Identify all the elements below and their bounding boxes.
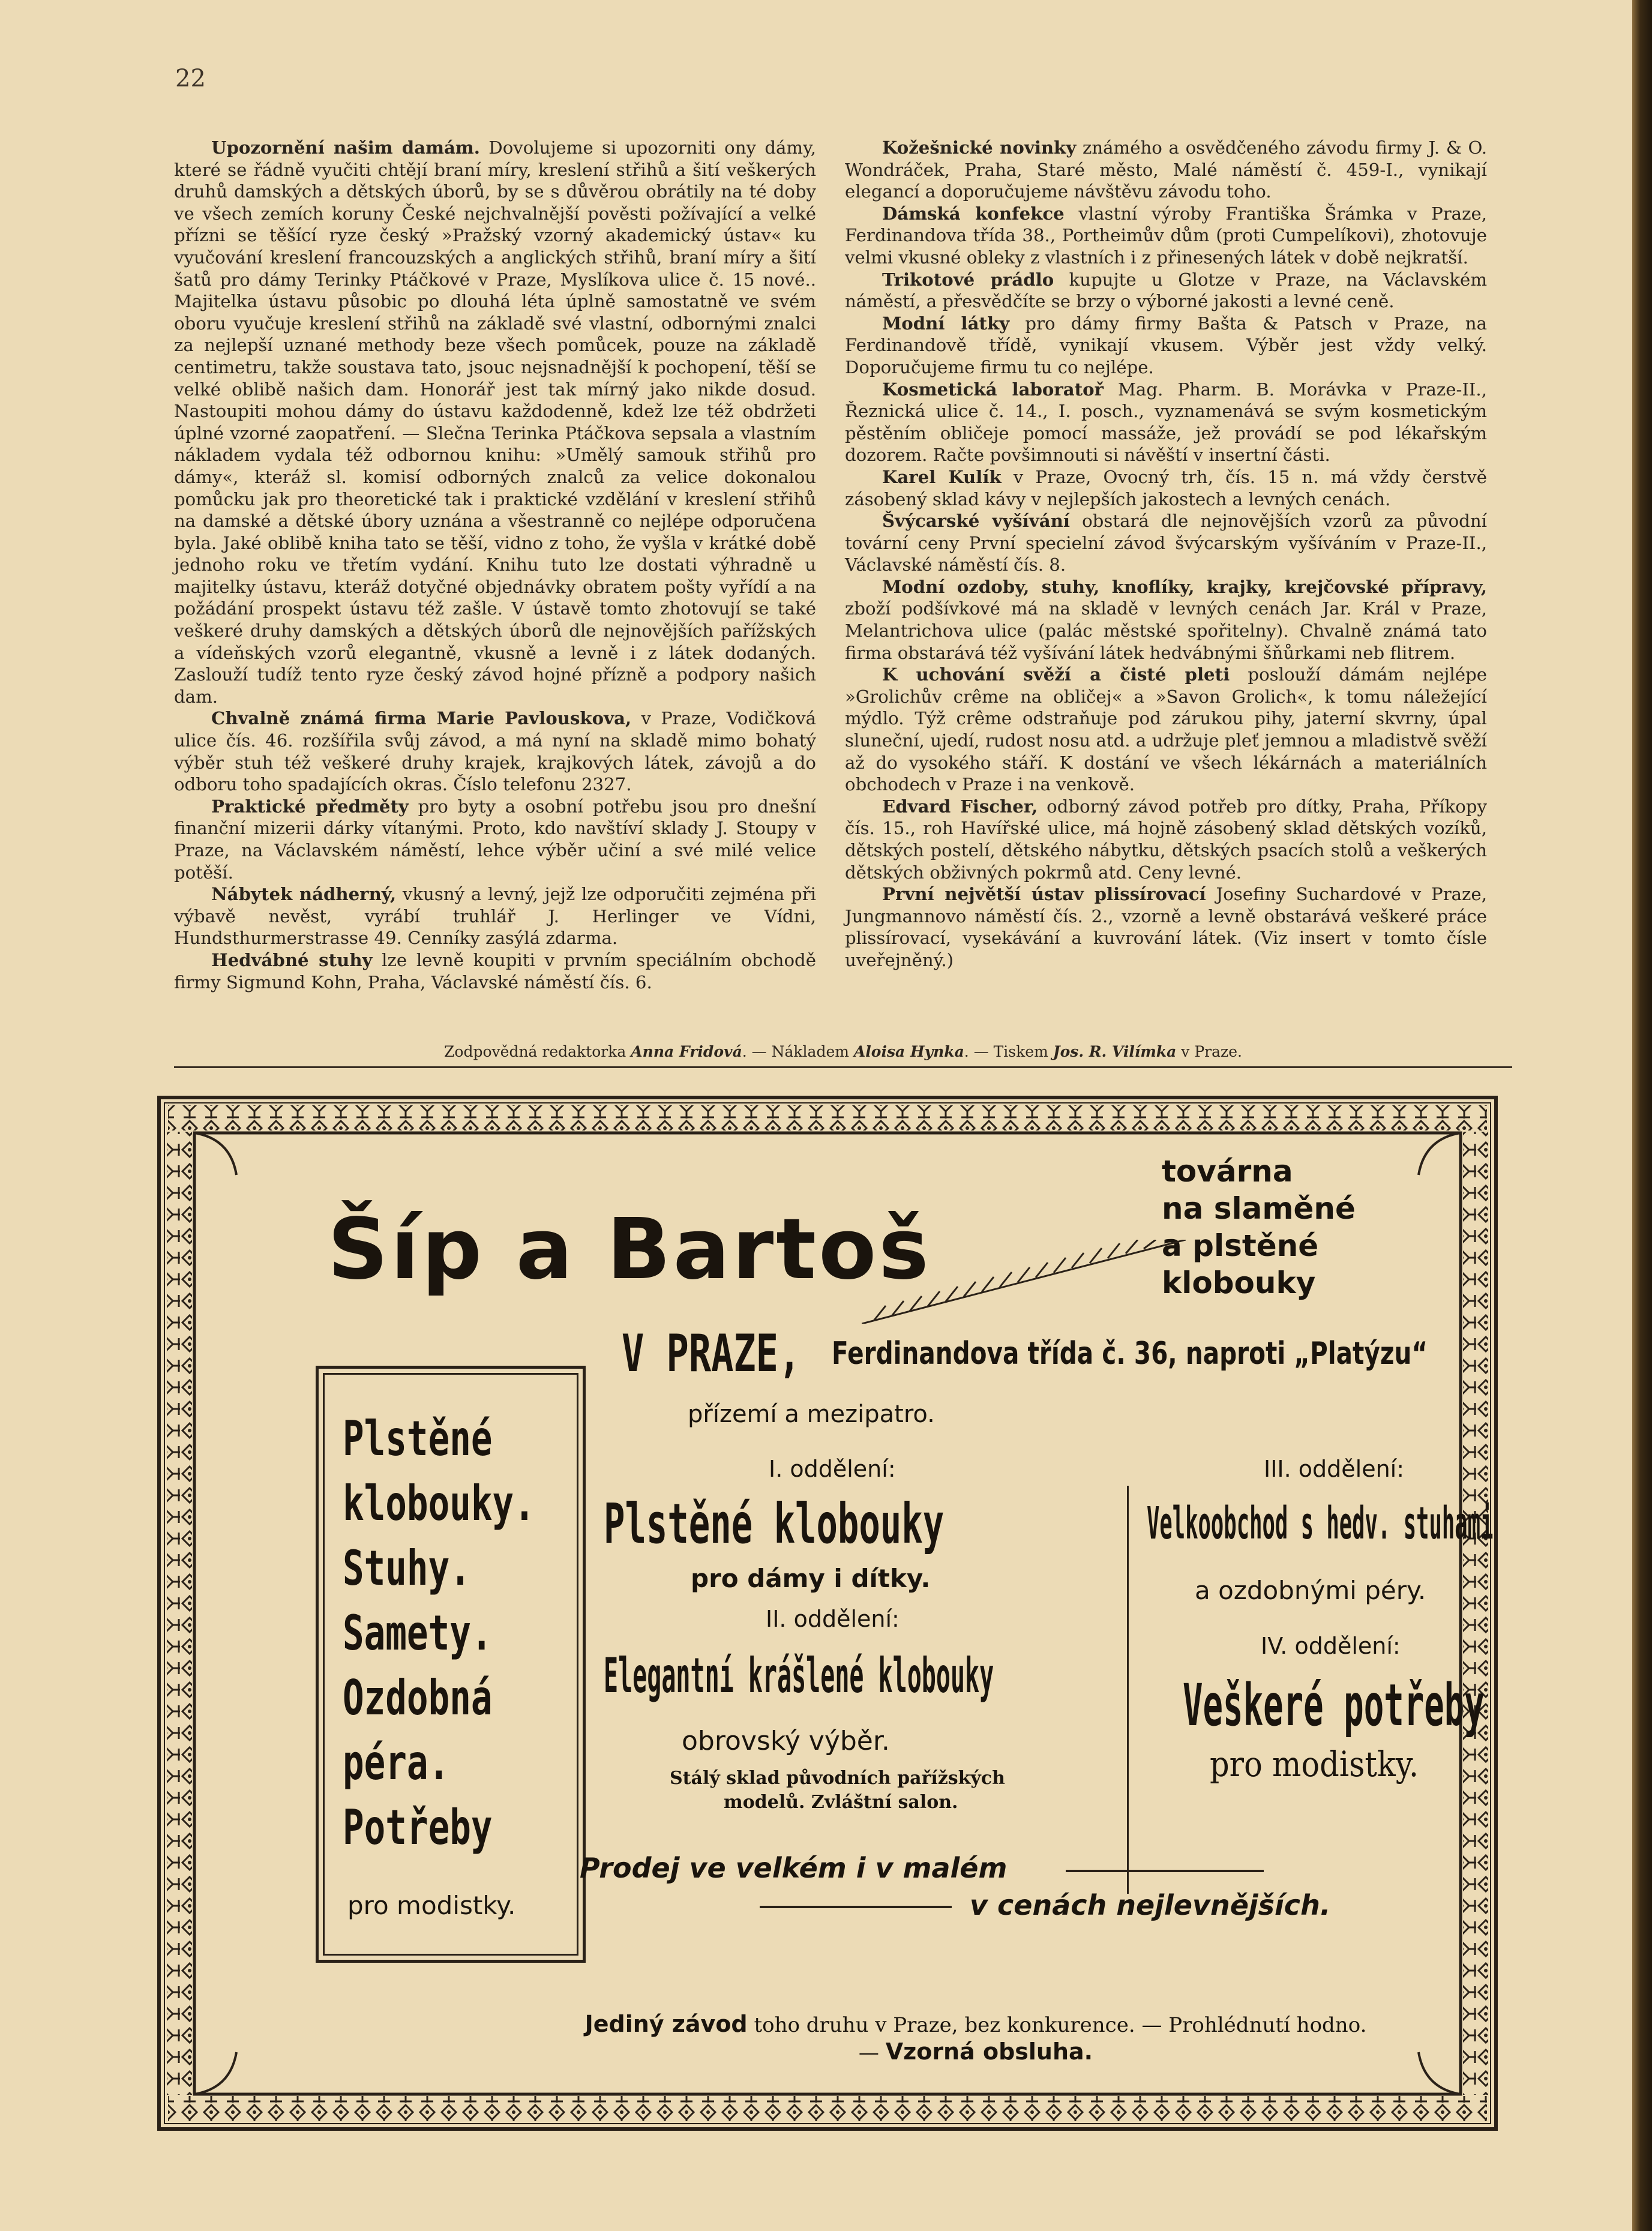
ad-content [196, 1132, 1494, 2097]
dept2-note: Stálý sklad původních pařížských [670, 1768, 1005, 1789]
side-box-line: Ozdobná [343, 1670, 493, 1726]
side-box-line: Plstěné [343, 1411, 493, 1467]
page-edge [1632, 0, 1652, 2231]
article-paragraph [845, 796, 1487, 883]
article-lead: Trikotové prádlo [882, 269, 1054, 290]
dept3-subtitle: a ozdobnými péry. [1195, 1576, 1426, 1605]
side-box [316, 1366, 586, 1963]
article-lead: Modní látky [882, 313, 1010, 334]
article-lead: První největší ústav plissírovací [882, 884, 1206, 905]
article-body: vkusný a levný, jejž lze odporučiti zejména při výbavě nevěst, vyrábí truhlář J. Herlinger ve Vídni, Hundsthurmerstrasse 49. Cenníky zasýlá zdarma. [174, 884, 817, 949]
rule [760, 1906, 952, 1908]
article-paragraph [174, 883, 816, 949]
article-paragraph [845, 379, 1487, 466]
ad-floor: přízemí a mezipatro. [688, 1401, 935, 1428]
imprint-printer: Jos. R. Vilímka [1053, 1043, 1177, 1060]
ad-tagline [1162, 1153, 1356, 1302]
pitch-line-1: Prodej ve velkém i v malém [580, 1852, 1008, 1884]
ad-closing [580, 2011, 1372, 2066]
article-paragraph [174, 707, 816, 795]
dept2-note: modelů. Zvláštní salon. [724, 1792, 958, 1813]
article-body: odborný závod potřeb pro dítky, Praha, Příkopy čís. 15., roh Havířské ulice, má hojně zásobený sklad dětských vozíků, dětských postelí, dětského nábytku, dětských psacích stolů a veškerých dětských obživných pokrmů atd. Ceny levné. [845, 796, 1487, 883]
article-body: pro dámy firmy Bašta & Patsch v Praze, na Ferdinandově třídě, vynikají vkusem. Výběr jest vždy velký. Doporučujeme firmu tu co nejlépe. [845, 313, 1487, 377]
dept1-subtitle: pro dámy i dítky. [691, 1564, 931, 1593]
article-lead: Kosmetická laboratoř [882, 379, 1104, 400]
article-body: zboží podšívkové má na skladě v levných cenách Jar. Král v Praze, Melantrichova ulice (palác městské spořitelny). Chvalně známá tato firma obstarává též vyšívání látek hedvábnými šňůrkami neb flitrem. [845, 598, 1487, 663]
side-box-line: Stuhy. [343, 1540, 471, 1596]
column-divider [1127, 1486, 1129, 1894]
ad-city: V PRAZE, [622, 1324, 801, 1384]
article-body: lze levně koupiti v prvním speciálním obchodě firmy Sigmund Kohn, Praha, Václavské náměstí čís. 6. [174, 949, 816, 992]
side-box-line: Potřeby [343, 1800, 493, 1855]
dept4-title: Veškeré potřeby [1183, 1672, 1485, 1739]
article-body: poslouží dámám nejlépe »Grolichův crême na obličej« a »Savon Grolich«, k tomu náležející mýdlo. Týž crême odstraňuje pod zárukou pihy, jaterní skvrny, úpal sluneční, ujedí, rudost nosu atd. a udržuje pleť jemnou a mladistvě svěží až do vysokého stáří. K dostání ve všech lékárnách a materiálních obchodech v Praze i na venkově. [845, 664, 1487, 795]
hatch-ornament [862, 1240, 1186, 1324]
imprint-text-1: Zodpovědná redaktorka [444, 1043, 631, 1060]
article-lead: Dámská konfekce [882, 203, 1065, 224]
article-body: v Praze, Vodičková ulice čís. 46. rozšířila svůj závod, a má nyní na skladě mimo bohatý výběr stuh též veškeré druhy krajek, krajkových látek, závojů a do odboru toho spadajících okras. Číslo telefonu 2327. [174, 708, 816, 795]
article-paragraph [845, 466, 1487, 510]
imprint-publisher: Aloisa Hynka [853, 1043, 964, 1060]
tagline-line: na slaměné [1162, 1191, 1356, 1226]
imprint-text-2: . — Nákladem [742, 1043, 854, 1060]
closing-bold-2: Vzorná obsluha. [885, 2038, 1093, 2065]
tagline-line: továrna [1162, 1154, 1293, 1189]
article-paragraph [845, 203, 1487, 269]
article-body: známého a osvědčeného závodu firmy J. & O. Wondráček, Praha, Staré město, Malé náměstí č. 459-I., vynikají elegancí a doporučujeme návštěvu závodu toho. [845, 137, 1487, 202]
dept3-heading: III. oddělení: [1264, 1456, 1405, 1482]
article-paragraph [845, 269, 1487, 313]
article-paragraph [845, 576, 1487, 664]
article-lead: Upozornění našim damám. [211, 137, 480, 158]
page-number: 22 [175, 65, 206, 92]
article-paragraph [845, 137, 1487, 203]
article-lead: Karel Kulík [882, 466, 1002, 487]
dept4-heading: IV. oddělení: [1261, 1633, 1401, 1659]
article-body: vlastní výroby Františka Šrámka v Praze, Ferdinandova třída 38., Portheimův dům (proti Cumpelíkovi), zhotovuje velmi vkusné obleky z vlastních i z přinesených látek v době nejkratší. [845, 203, 1487, 268]
article-paragraph [845, 510, 1487, 576]
closing-bold-1: Jediný závod [584, 2011, 748, 2037]
article-lead: Modní ozdoby, stuhy, knoflíky, krajky, krejčovské přípravy, [882, 576, 1487, 597]
article-lead: Edvard Fischer, [882, 796, 1038, 817]
article-body: obstará dle nejnovějších vzorů za původní tovární ceny První specielní závod švýcarským vyšíváním v Praze-II., Václavské náměstí čís. 8. [845, 511, 1487, 575]
rule [1066, 1870, 1264, 1872]
article-lead: K uchování svěží a čisté pleti [882, 664, 1230, 685]
right-column [845, 137, 1487, 971]
article-paragraph [845, 313, 1487, 379]
ad-title: Šíp a Bartoš [328, 1201, 931, 1299]
dept4-subtitle: pro modistky. [1210, 1744, 1419, 1785]
tagline-line: a plstěné [1162, 1228, 1319, 1263]
article-paragraph [174, 949, 816, 993]
dept2-subtitle: obrovský výběr. [682, 1726, 890, 1756]
article-paragraph [845, 664, 1487, 796]
dept1-heading: I. oddělení: [769, 1456, 896, 1482]
side-box-line: klobouky. [343, 1476, 535, 1531]
closing-text-1: toho druhu v Praze, bez konkurence. — Prohlédnutí hodno. — [747, 2013, 1367, 2065]
article-body: Mag. Pharm. B. Morávka v Praze-II., Řeznická ulice č. 14., I. posch., vyznamenává se svým kosmetickým pěstěním obličeje pomocí massáže, jež provádí se pod lékařským dozorem. Račte povšimnouti si návěští v insertní části. [845, 379, 1487, 466]
left-column [174, 137, 816, 993]
tagline-line: klobouky [1162, 1266, 1316, 1300]
article-paragraph [174, 137, 816, 707]
article-body: Dovolujeme si upozorniti ony dámy, které se řádně vyučiti chtějí braní míry, kreslení střihů a šití veškerých druhů damských a dětských úborů, by se s důvěrou obrátily na té doby ve všech zemích koruny České nejchvalnější pověsti požívající a velké přízni se těšící ryze český »Pražský vzorný akademický ústav« ku vyučování kreslení francouzských a anglických střihů, braní míry a šití šatů pro dámy Terinky Ptáčkové v Praze, Myslíkova ulice č. 15 nové.. Majitelka ústavu působic po dlouhá léta úplně samostatně ve svém oboru vyučuje kreslení střihů na základě své vlastní, odbornými znalci za nejlepší uznané methody beze všech pomůcek, pouze na základě centimetru, takže soustava tato, jsouc nejsnadnější k pochopení, těší se velké oblibě našich dam. Honorář jest tak mírný jako nikde dosud. Nastoupiti mohou dámy do ústavu každodenně, kdež lze též obdržeti úplné vzorné zaopatření. — Slečna Terinka Ptáčkova sepsala a vlastním nákladem vydala též odbornou knihu: »Umělý samouk střihů pro dámy«, kteráž sl. komisí odborných znalců za velice dokonalou pomůcku jak pro theoretické tak i praktické vzdělání v kreslení střihů na damské a dětské úbory uznána a všestranně co nejlépe odporučena byla. Jaké oblibě kniha tato se těší, vidno z toho, že vyšla v krátké době jednoho roku ve třetím vydání. Knihu tuto lze dostati výhradně u majitelky ústavu, kteráž dotyčné objednávky obratem pošty vyřídí a na požádání prospekt ústavu též zašle. V ústavě tomto zhotovují se také veškeré druhy damských a dětských úborů dle nejnovějších pařížských a vídeňských vzorů elegantně, vkusně a levně i z látek dodaných. Zaslouží tudíž tento ryze český závod hojné přízně a podpory našich dam. [174, 137, 816, 707]
imprint-line [174, 1043, 1512, 1068]
article-body: pro byty a osobní potřebu jsou pro dnešní finanční mizerii dárky vítanými. Proto, kdo navštíví sklady J. Stoupy v Praze, na Václavském náměstí, lehce výběr učiní a své milé velice potěší. [174, 796, 816, 883]
ad-address: Ferdinandova třída č. 36, naproti „Platýzu“ [832, 1336, 1428, 1372]
article-body: Josefiny Suchardové v Praze, Jungmannovo náměstí čís. 2., vzorně a levně obstarává veškeré práce plissírovací, vysekávání a kuvrování látek. (Viz insert v tomto čísle uveřejněný.) [845, 884, 1487, 970]
editorial-columns [174, 137, 1506, 1019]
side-box-small: pro modistky. [347, 1891, 516, 1920]
article-body: kupujte u Glotze v Praze, na Václavském náměstí, a přesvědčíte se brzy o výborné jakosti a levné ceně. [845, 269, 1487, 312]
article-lead: Praktické předměty [211, 796, 409, 817]
article-lead: Kožešnické novinky [882, 137, 1077, 158]
imprint-text-3: . — Tiskem [964, 1043, 1053, 1060]
side-box-line: péra. [343, 1735, 450, 1791]
pitch-line-2: v cenách nejlevnějších. [970, 1889, 1331, 1921]
dept1-title: Plstěné klobouky [604, 1492, 945, 1556]
side-box-line: Samety. [343, 1605, 493, 1661]
article-body: v Praze, Ovocný trh, čís. 15 n. má vždy čerstvě zásobený sklad kávy v nejlepších jakostech a levných cenách. [845, 466, 1487, 509]
article-lead: Chvalně známá firma Marie Pavlouskova, [211, 708, 632, 729]
article-lead: Švýcarské vyšívání [882, 511, 1070, 532]
dept3-title: Velkoobchod s hedv. stuhami [1147, 1498, 1494, 1549]
imprint-editor: Anna Fridová [631, 1043, 742, 1060]
article-lead: Nábytek nádherný, [211, 884, 397, 905]
dept2-heading: II. oddělení: [766, 1606, 900, 1632]
dept2-title: Elegantní krášlené klobouky [604, 1648, 994, 1704]
imprint-text-4: v Praze. [1176, 1043, 1242, 1060]
article-paragraph [845, 883, 1487, 971]
article-lead: Hedvábné stuhy [211, 949, 373, 970]
advertisement [157, 1096, 1498, 2131]
article-paragraph [174, 796, 816, 883]
